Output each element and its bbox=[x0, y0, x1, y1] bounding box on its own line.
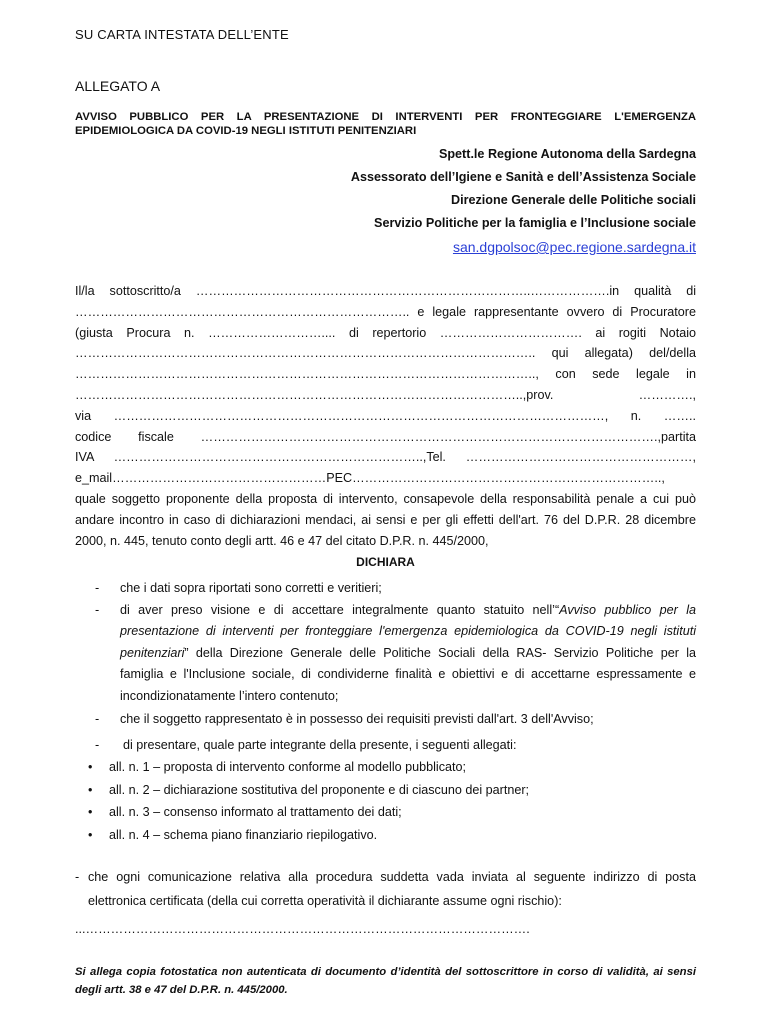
recipient-email-link[interactable]: san.dgpolsoc@pec.regione.sardegna.it bbox=[452, 239, 696, 255]
declaration-item bbox=[75, 600, 696, 708]
letterhead-note: SU CARTA INTESTATA DELL’ENTE bbox=[75, 27, 289, 42]
form-line: Il/la sottoscritto/a ……………………………………………………………………..……………….in qualità di bbox=[75, 284, 696, 298]
declaration-list-2 bbox=[75, 709, 696, 731]
attachment-item bbox=[75, 779, 696, 802]
declaration-list-3 bbox=[75, 735, 696, 757]
declaration-item bbox=[75, 578, 696, 600]
declaration-list bbox=[75, 578, 696, 708]
recipient-line-3: Direzione Generale delle Politiche sociali bbox=[451, 193, 696, 207]
dash-marker: - bbox=[95, 581, 100, 595]
dash-marker: - bbox=[95, 712, 100, 726]
attachment-text: all. n. 2 – dichiarazione sostitutiva del proponente e di ciascuno dei partner; bbox=[109, 782, 530, 797]
attachment-item bbox=[75, 756, 696, 779]
form-line: …………………………………………………………………….. e legale rappresentante ovvero di Procuratore bbox=[75, 304, 696, 319]
bullet-marker: • bbox=[88, 782, 93, 797]
form-line: ……………………………………………………………………………………………….., con sede legale in bbox=[75, 367, 696, 382]
attachment-label: ALLEGATO A bbox=[75, 78, 161, 94]
declares-heading: DICHIARA bbox=[356, 555, 415, 569]
attachment-text: all. n. 4 – schema piano finanziario riepilogativo. bbox=[109, 827, 378, 842]
declaration-intro: quale soggetto proponente della proposta di intervento, consapevole della responsabilità penale a cui può andare incontro in caso di dichiarazioni mendaci, ai sensi e per gli effetti dell'art. 76 del D.P.R. 28 dicembre 2000, n. 445, tenuto conto degli artt. 46 e 47 del citato D.P.R. n. 445/2000, bbox=[75, 491, 696, 548]
form-line: via ………………………………………………………………………………………………………, n. …….. bbox=[75, 408, 696, 423]
communication-clause bbox=[75, 865, 696, 913]
dash-marker: - bbox=[95, 602, 100, 617]
communication-text: che ogni comunicazione relativa alla procedura suddetta vada inviata al seguente indirizzo di posta elettronica certificata (della cui corretta operatività il dichiarante assume ogni rischio): bbox=[88, 870, 696, 908]
attachment-item bbox=[75, 801, 696, 824]
declaration-text: di presentare, quale parte integrante della presente, i seguenti allegati: bbox=[123, 738, 517, 752]
pec-address-blank: ...……………………………………………………………………………………………. bbox=[75, 922, 530, 936]
form-line: e_mail……………………………………………PEC……………………………………………………………….., bbox=[75, 471, 665, 486]
bullet-marker: • bbox=[88, 760, 93, 774]
declaration-text: di aver preso visione e di accettare integralmente quanto statuito nell’“ bbox=[120, 602, 560, 617]
attachments-list bbox=[75, 756, 696, 846]
recipient-line-2: Assessorato dell’Igiene e Sanità e dell’Assistenza Sociale bbox=[350, 170, 696, 184]
dash-marker: - bbox=[75, 870, 80, 884]
applicant-form bbox=[75, 281, 696, 551]
bullet-marker: • bbox=[88, 805, 93, 819]
declaration-text: ” della Direzione Generale delle Politiche Sociali della RAS- Servizio Politiche per la famiglia e l'Inclusione sociale, di condividerne finalità e obiettivi e di accettarne espressamente e incondizionatamente l’intero contenuto; bbox=[120, 645, 696, 703]
dash-marker: - bbox=[95, 738, 100, 752]
attachment-text: all. n. 1 – proposta di intervento conforme al modello pubblicato; bbox=[109, 760, 467, 774]
recipient-line-4: Servizio Politiche per la famiglia e l’Inclusione sociale bbox=[374, 216, 696, 230]
footer-note: Si allega copia fotostatica non autenticata di documento d’identità del sottoscrittore in corso di validità, ai sensi degli artt. 38 e 47 del D.P.R. n. 445/2000. bbox=[75, 966, 696, 996]
bullet-marker: • bbox=[88, 827, 93, 842]
form-line: codice fiscale ……………………………………………………………………………………………….,partita bbox=[75, 429, 696, 444]
declaration-text: che il soggetto rappresentato è in possesso dei requisiti previsti dall'art. 3 dell'Avviso; bbox=[120, 712, 594, 726]
notice-title: AVVISO PUBBLICO PER LA PRESENTAZIONE DI INTERVENTI PER FRONTEGGIARE L'EMERGENZA EPIDEMIOLOGICA DA COVID-19 NEGLI ISTITUTI PENITENZIARI bbox=[75, 111, 696, 137]
form-line: IVA ………………………………………………………………..,Tel. ………………………………………………, bbox=[75, 450, 696, 465]
form-line: ……………………………………………………………………………………………..,prov. …………., bbox=[75, 387, 696, 402]
attachment-item bbox=[75, 824, 696, 847]
attachment-text: all. n. 3 – consenso informato al trattamento dei dati; bbox=[109, 805, 402, 819]
declaration-item bbox=[75, 735, 696, 757]
form-line: (giusta Procura n. ……………………….... di repertorio ……………………………. ai rogiti Notaio bbox=[75, 325, 696, 340]
declaration-text: che i dati sopra riportati sono corretti e veritieri; bbox=[120, 581, 382, 595]
recipient-line-1: Spett.le Regione Autonoma della Sardegna bbox=[438, 147, 696, 161]
declaration-item bbox=[75, 709, 696, 731]
notice-reference: Avviso pubblico per la presentazione di interventi per fronteggiare l'emergenza epidemiologica da COVID-19 negli istituti penitenziari bbox=[120, 602, 696, 660]
form-line: ……………………………………………………………………………………………….. qui allegata) del/della bbox=[75, 346, 696, 361]
